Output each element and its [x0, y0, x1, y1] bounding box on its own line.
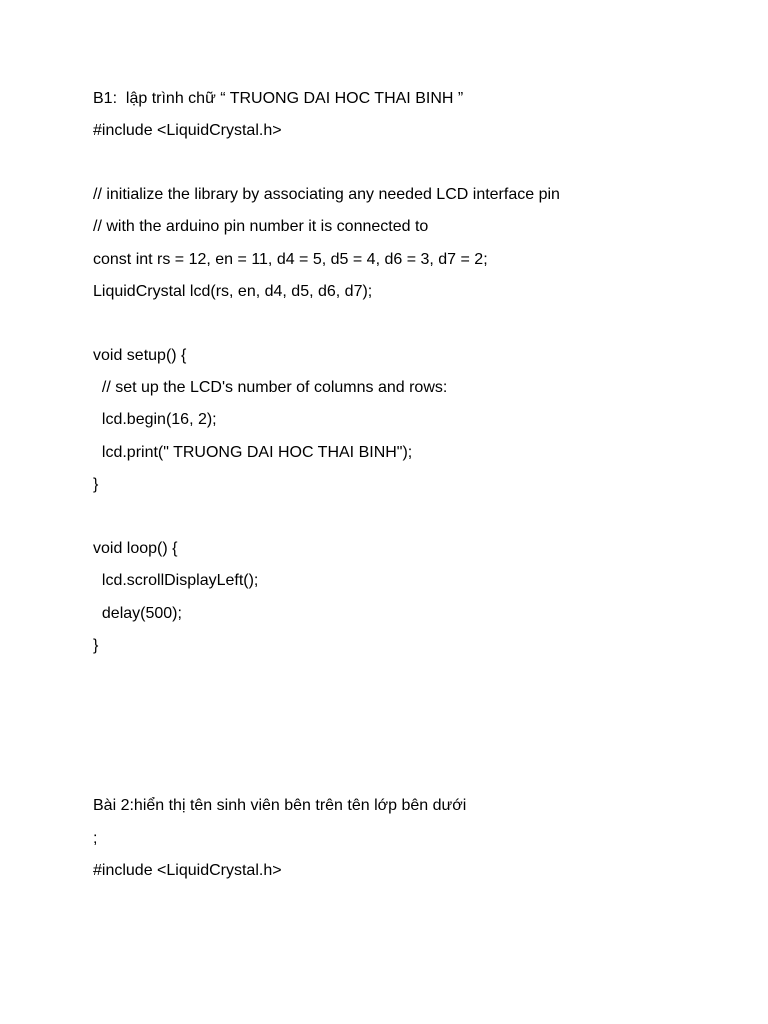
code-line: lcd.scrollDisplayLeft(); — [93, 572, 259, 589]
code-line: delay(500); — [93, 605, 182, 622]
section2-heading: Bài 2:hiển thị tên sinh viên bên trên tên lớp bên dưới — [93, 797, 467, 814]
code-line: } — [93, 476, 99, 493]
code-line: } — [93, 637, 99, 654]
code-line: void loop() { — [93, 540, 178, 557]
code-line: lcd.begin(16, 2); — [93, 411, 217, 428]
section1-heading: B1: lập trình chữ “ TRUONG DAI HOC THAI BINH ” — [93, 90, 464, 107]
code-line: LiquidCrystal lcd(rs, en, d4, d5, d6, d7); — [93, 283, 373, 300]
code-line: ; — [93, 830, 98, 847]
code-line: #include <LiquidCrystal.h> — [93, 122, 282, 139]
code-line: void setup() { — [93, 347, 187, 364]
code-line: // with the arduino pin number it is connected to — [93, 218, 429, 235]
code-line: #include <LiquidCrystal.h> — [93, 862, 282, 879]
code-line: const int rs = 12, en = 11, d4 = 5, d5 = 4, d6 = 3, d7 = 2; — [93, 251, 488, 268]
code-line: // set up the LCD's number of columns and rows: — [93, 379, 448, 396]
code-line: // initialize the library by associating any needed LCD interface pin — [93, 186, 560, 203]
code-line: lcd.print(" TRUONG DAI HOC THAI BINH"); — [93, 444, 413, 461]
